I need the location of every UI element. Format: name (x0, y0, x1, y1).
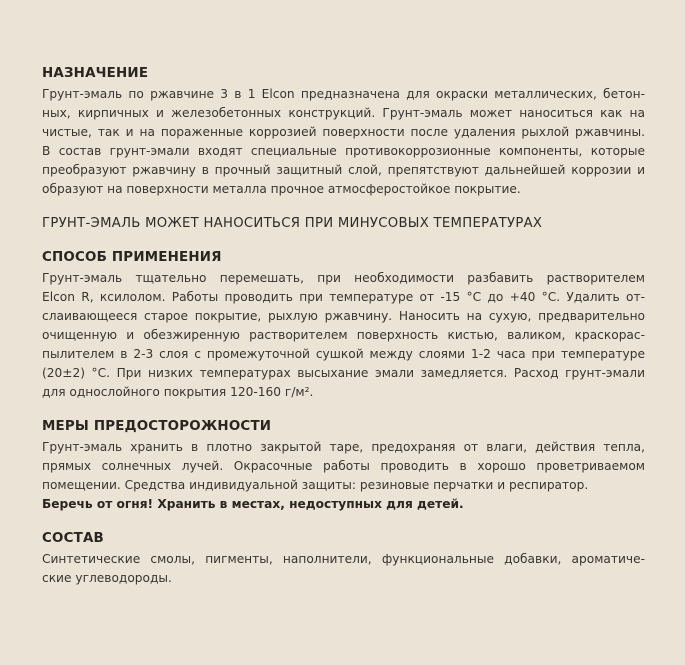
section-body-composition (42, 550, 645, 588)
body-line: прямых солнечных лучей. Окрасочные работы проводить в хорошо проветриваемом (42, 459, 645, 473)
section-title-purpose: НАЗНАЧЕНИЕ (42, 66, 149, 81)
body-line: Грунт-эмаль тщательно перемешать, при необходимости разбавить растворителем (42, 271, 645, 285)
body-line: чистые, так и на пораженные коррозией поверхности после удаления рыхлой ржавчины. (42, 125, 645, 139)
notice-heading: ГРУНТ-ЭМАЛЬ МОЖЕТ НАНОСИТЬСЯ ПРИ МИНУСОВЫХ ТЕМПЕРАТУРАХ (42, 216, 543, 231)
body-line: очищенную и обезжиренную растворителем поверхность кистью, валиком, краскорас- (42, 328, 645, 342)
body-line: пылителем в 2-3 слоя с промежуточной сушкой между слоями 1-2 часа при температуре (42, 347, 645, 361)
section-purpose (42, 64, 645, 199)
section-title-safety: МЕРЫ ПРЕДОСТОРОЖНОСТИ (42, 419, 272, 434)
body-line: для однослойного покрытия 120-160 г/м². (42, 385, 314, 399)
section-title-composition: СОСТАВ (42, 531, 104, 546)
body-line: образуют на поверхности металла прочное атмосферостойкое покрытие. (42, 182, 521, 196)
section-body-method (42, 269, 645, 402)
section-method (42, 248, 645, 402)
safety-warning: Беречь от огня! Хранить в местах, недоступных для детей. (42, 497, 464, 511)
body-line: помещении. Средства индивидуальной защиты: резиновые перчатки и респиратор. (42, 478, 589, 492)
body-line: В состав грунт-эмали входят специальные противокоррозионные компоненты, которые (42, 144, 645, 158)
body-line: Синтетические смолы, пигменты, наполнители, функциональные добавки, ароматиче- (42, 552, 645, 566)
section-composition (42, 529, 645, 588)
body-line: Грунт-эмаль хранить в плотно закрытой таре, предохраняя от влаги, действия тепла, (42, 440, 645, 454)
body-line: Elcon R, ксилолом. Работы проводить при температуре от -15 °C до +40 °C. Удалить от- (42, 290, 645, 304)
section-body-safety (42, 438, 645, 514)
section-title-method: СПОСОБ ПРИМЕНЕНИЯ (42, 250, 222, 265)
body-line: преобразуют ржавчину в прочный защитный слой, препятствуют дальнейшей коррозии и (42, 163, 645, 177)
section-safety (42, 417, 645, 514)
section-notice (42, 214, 645, 233)
body-line: ские углеводороды. (42, 571, 172, 585)
body-line: слаивающееся старое покрытие, рыхлую ржавчину. Наносить на сухую, предварительно (42, 309, 645, 323)
section-body-purpose (42, 85, 645, 199)
body-line: ных, кирпичных и железобетонных конструкций. Грунт-эмаль может наноситься как на (42, 106, 645, 120)
body-line: Грунт-эмаль по ржавчине 3 в 1 Elcon предназначена для окраски металлических, бетон- (42, 87, 645, 101)
body-line: (20±2) °C. При низких температурах высыхание эмали замедляется. Расход грунт-эмали (42, 366, 645, 380)
